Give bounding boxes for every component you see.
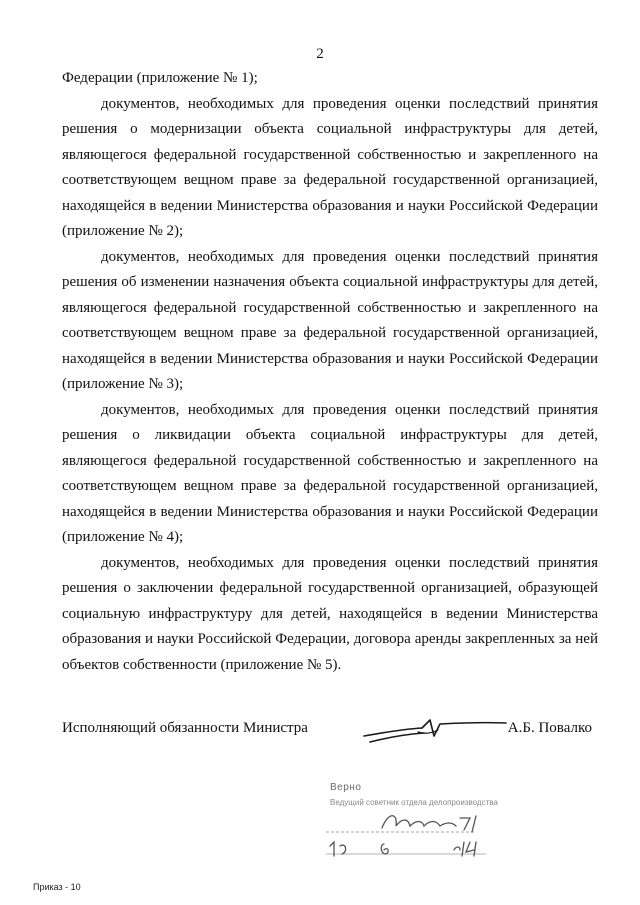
document-body bbox=[62, 66, 598, 678]
paragraph-appendix-5: документов, необходимых для проведения оценки последствий принятия решения о заключении федеральной государственной организацией, образующей социальную инфраструктуру для детей, находящейся в ведении Министерства образования и науки Российской Федерации, договора аренды закрепленных за ней объектов собственности (приложение № 5). bbox=[62, 554, 598, 673]
page-number: 2 bbox=[316, 46, 324, 62]
paragraph-continuation: Федерации (приложение № 1); bbox=[62, 70, 258, 86]
certification-position: Ведущий советник отдела делопроизводства bbox=[330, 798, 498, 807]
paragraph-appendix-3: документов, необходимых для проведения оценки последствий принятия решения об изменении назначения объекта социальной инфраструктуры для детей, являющегося федеральной государственной собственностью и закрепленного на соответствующем вещном праве за федеральной государственной организацией, находящейся в ведении Министерства образования и науки Российской Федерации (приложение № 3); bbox=[62, 248, 598, 392]
certification-handwriting bbox=[326, 802, 516, 867]
footer-code: Приказ - 10 bbox=[33, 882, 81, 892]
paragraph-appendix-4: документов, необходимых для проведения оценки последствий принятия решения о ликвидации объекта социальной инфраструктуры для детей, являющегося федеральной государственной собственностью и закрепленного на соответствующем вещном праве за федеральной государственной организацией, находящейся в ведении Министерства образования и науки Российской Федерации (приложение № 4); bbox=[62, 401, 598, 545]
paragraph-appendix-2: документов, необходимых для проведения оценки последствий принятия решения о модернизации объекта социальной инфраструктуры для детей, являющегося федеральной государственной собственностью и закрепленного на соответствующем вещном праве за федеральной государственной организацией, находящейся в ведении Министерства образования и науки Российской Федерации (приложение № 2); bbox=[62, 95, 598, 239]
certification-word: Верно bbox=[330, 782, 362, 793]
signatory-title: Исполняющий обязанности Министра bbox=[62, 720, 308, 736]
certification-stamp bbox=[326, 782, 516, 862]
signatory-name: А.Б. Повалко bbox=[507, 720, 592, 736]
handwritten-signature bbox=[360, 706, 510, 751]
